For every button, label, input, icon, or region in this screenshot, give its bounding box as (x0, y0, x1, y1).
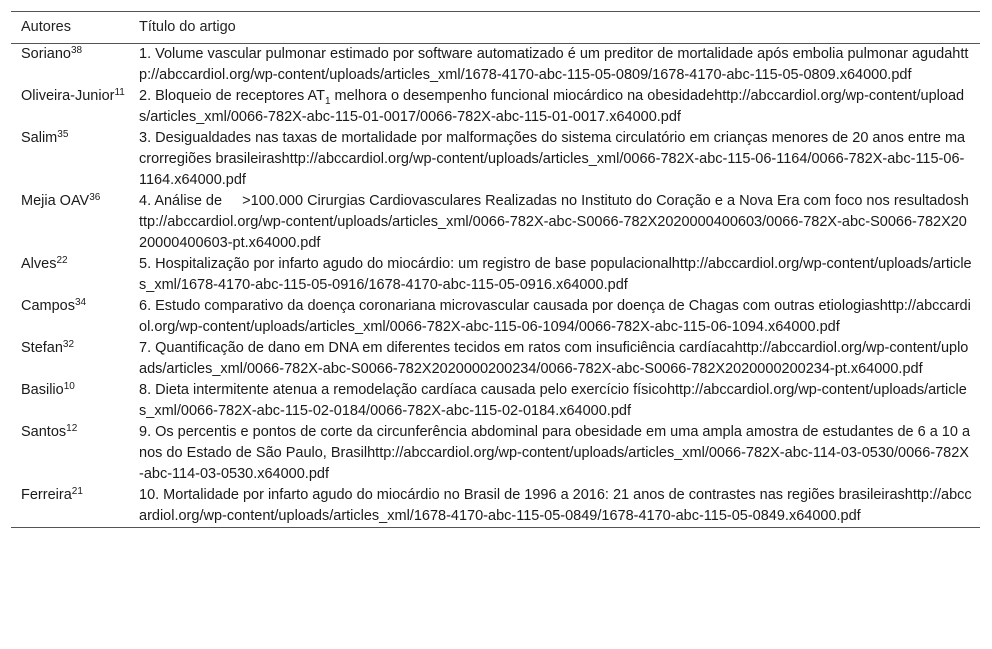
author-cell (11, 128, 129, 191)
author-cell (11, 86, 129, 128)
table-row (11, 485, 980, 528)
article-title: 10. Mortalidade por infarto agudo do miocárdio no Brasil de 1996 a 2016: 21 anos de contrastes nas regiões brasileirashttp://abccardiol.org/wp-content/uploads/articles_xml/1678-4170-abc-115-05-0849/1678-4170-abc-115-05-0849.x64000.pdf (139, 487, 972, 524)
table-row (11, 86, 980, 128)
author-reference: 11 (114, 87, 125, 98)
article-title-subscript: 1 (324, 96, 331, 107)
author-name: Campos (21, 298, 75, 314)
author-reference: 32 (62, 339, 75, 350)
table-row (11, 128, 980, 191)
header-authors: Autores (21, 19, 71, 35)
article-title: 1. Volume vascular pulmonar estimado por software automatizado é um preditor de mortalidade após embolia pulmonar agudahttp://abccardiol.org/wp-content/uploads/articles_xml/1678-4170-abc-115-05-0809/1678-4170-abc-115-05-0809.x64000.pdf (139, 46, 969, 83)
author-cell (11, 338, 129, 380)
author-cell (11, 296, 129, 338)
article-title-start: 2. Bloqueio de receptores AT (139, 88, 325, 104)
article-title: 4. Análise de >100.000 Cirurgias Cardiovasculares Realizadas no Instituto do Coração e a Nova Era com foco nos resultadoshttp://abccardiol.org/wp-content/uploads/articles_xml/0066-782X-abc-S0066-782X2020000400603/0066-782X-abc-S0066-782X2020000400603-pt.x64000.pdf (139, 193, 969, 251)
table-row (11, 191, 980, 254)
author-cell (11, 191, 129, 254)
author-name: Salim (21, 130, 58, 146)
articles-table-container (11, 11, 980, 528)
author-reference: 34 (75, 297, 87, 308)
author-cell (11, 380, 129, 422)
author-name: Stefan (21, 340, 63, 356)
article-title (129, 86, 980, 128)
table-row (11, 44, 980, 87)
table-header-row (11, 12, 980, 44)
author-name: Soriano (21, 46, 71, 62)
table-row (11, 380, 980, 422)
article-title: 7. Quantificação de dano em DNA em diferentes tecidos em ratos com insuficiência cardíacahttp://abccardiol.org/wp-content/uploads/articles_xml/0066-782X-abc-S0066-782X2020000200234/0066-782X-abc-S0066-782X2020000200234-pt.x64000.pdf (139, 340, 969, 377)
header-article-title: Título do artigo (139, 19, 236, 35)
table-row (11, 296, 980, 338)
author-reference: 35 (57, 129, 69, 140)
article-title: 6. Estudo comparativo da doença coronariana microvascular causada por doença de Chagas com outras etiologiashttp://abccardiol.org/wp-content/uploads/articles_xml/0066-782X-abc-115-06-1094/0066-782X-abc-115-06-1094.x64000.pdf (139, 298, 971, 335)
table-row (11, 422, 980, 485)
author-name: Mejia OAV (21, 193, 90, 209)
table-row (11, 254, 980, 296)
author-name: Basilio (21, 382, 64, 398)
author-cell (11, 44, 129, 87)
author-cell (11, 485, 129, 528)
author-reference: 38 (70, 45, 83, 56)
author-name: Oliveira-Junior (21, 88, 115, 104)
article-title: 8. Dieta intermitente atenua a remodelação cardíaca causada pelo exercício físicohttp://abccardiol.org/wp-content/uploads/articles_xml/0066-782X-abc-115-02-0184/0066-782X-abc-115-02-0184.x64000.pdf (139, 382, 967, 419)
author-reference: 21 (71, 486, 83, 497)
author-name: Alves (21, 256, 57, 272)
article-title-rest: melhora o desempenho funcional miocárdico na obesidadehttp://abccardiol.org/wp-content/uploads/articles_xml/0066-782X-abc-115-01-0017/0066-782X-abc-115-01-0017.x64000.pdf (139, 88, 965, 125)
author-name: Ferreira (21, 487, 72, 503)
article-title: 9. Os percentis e pontos de corte da circunferência abdominal para obesidade em uma ampla amostra de estudantes de 6 a 10 anos do Estado de São Paulo, Brasilhttp://abccardiol.org/wp-content/uploads/articles_xml/0066-782X-abc-114-03-0530/0066-782X-abc-114-03-0530.x64000.pdf (139, 424, 971, 482)
article-title: 5. Hospitalização por infarto agudo do miocárdio: um registro de base populacionalhttp://abccardiol.org/wp-content/uploads/articles_xml/1678-4170-abc-115-05-0916/1678-4170-abc-115-05-0916.x64000.pdf (139, 256, 972, 293)
table-row (11, 338, 980, 380)
author-cell (11, 422, 129, 485)
author-cell (11, 254, 129, 296)
author-reference: 22 (56, 255, 68, 266)
articles-table (11, 11, 980, 528)
author-name: Santos (21, 424, 67, 440)
author-reference: 12 (66, 423, 78, 434)
author-reference: 10 (63, 381, 75, 392)
article-title: 3. Desigualdades nas taxas de mortalidade por malformações do sistema circulatório em crianças menores de 20 anos entre macrorregiões brasileirashttp://abccardiol.org/wp-content/uploads/articles_xml/0066-782X-abc-115-06-1164/0066-782X-abc-115-06-1164.x64000.pdf (139, 130, 966, 188)
author-reference: 36 (89, 192, 101, 203)
